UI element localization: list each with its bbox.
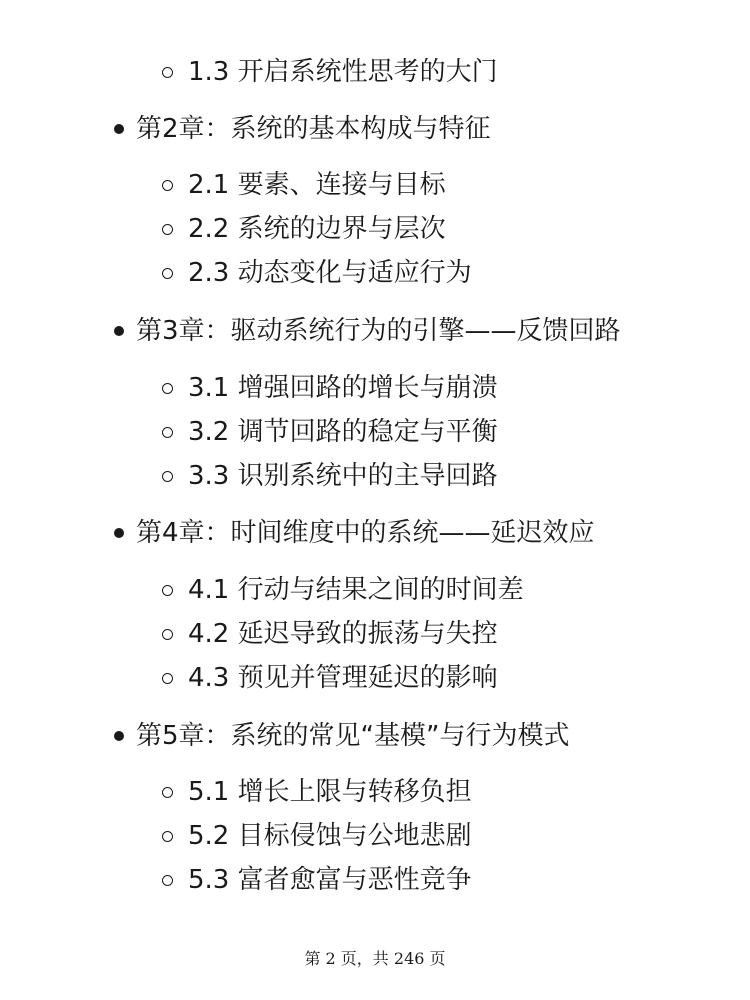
hollow-bullet-icon [162,585,173,596]
section-title: 3.3 识别系统中的主导回路 [188,461,498,491]
filled-bullet-icon [114,326,124,336]
section-title: 5.2 目标侵蚀与公地悲剧 [188,821,472,851]
hollow-bullet-icon [162,67,173,78]
section-title: 4.2 延迟导致的振荡与失控 [188,619,498,649]
hollow-bullet-icon [162,180,173,191]
hollow-bullet-icon [162,471,173,482]
chapter-title: 第2章：系统的基本构成与特征 [136,114,491,144]
hollow-bullet-icon [162,383,173,394]
section-title: 1.3 开启系统性思考的大门 [188,57,498,87]
chapter-title: 第5章：系统的常见“基模”与行为模式 [136,721,570,751]
section-title: 5.1 增长上限与转移负担 [188,777,472,807]
section-title: 2.2 系统的边界与层次 [188,214,446,244]
hollow-bullet-icon [162,427,173,438]
hollow-bullet-icon [162,629,173,640]
hollow-bullet-icon [162,268,173,279]
chapter-title: 第3章：驱动系统行为的引擎——反馈回路 [136,316,621,346]
section-title: 3.2 调节回路的稳定与平衡 [188,417,498,447]
hollow-bullet-icon [162,787,173,798]
section-title: 4.1 行动与结果之间的时间差 [188,575,524,605]
filled-bullet-icon [114,731,124,741]
chapter-title: 第4章：时间维度中的系统——延迟效应 [136,518,595,548]
filled-bullet-icon [114,528,124,538]
page-number-footer: 第 2 页，共 246 页 [304,949,446,968]
section-title: 4.3 预见并管理延迟的影响 [188,663,498,693]
hollow-bullet-icon [162,831,173,842]
hollow-bullet-icon [162,673,173,684]
section-title: 3.1 增强回路的增长与崩溃 [188,373,498,403]
section-title: 2.1 要素、连接与目标 [188,170,446,200]
section-title: 2.3 动态变化与适应行为 [188,258,472,288]
hollow-bullet-icon [162,224,173,235]
hollow-bullet-icon [162,875,173,886]
filled-bullet-icon [114,124,124,134]
section-title: 5.3 富者愈富与恶性竞争 [188,865,472,895]
